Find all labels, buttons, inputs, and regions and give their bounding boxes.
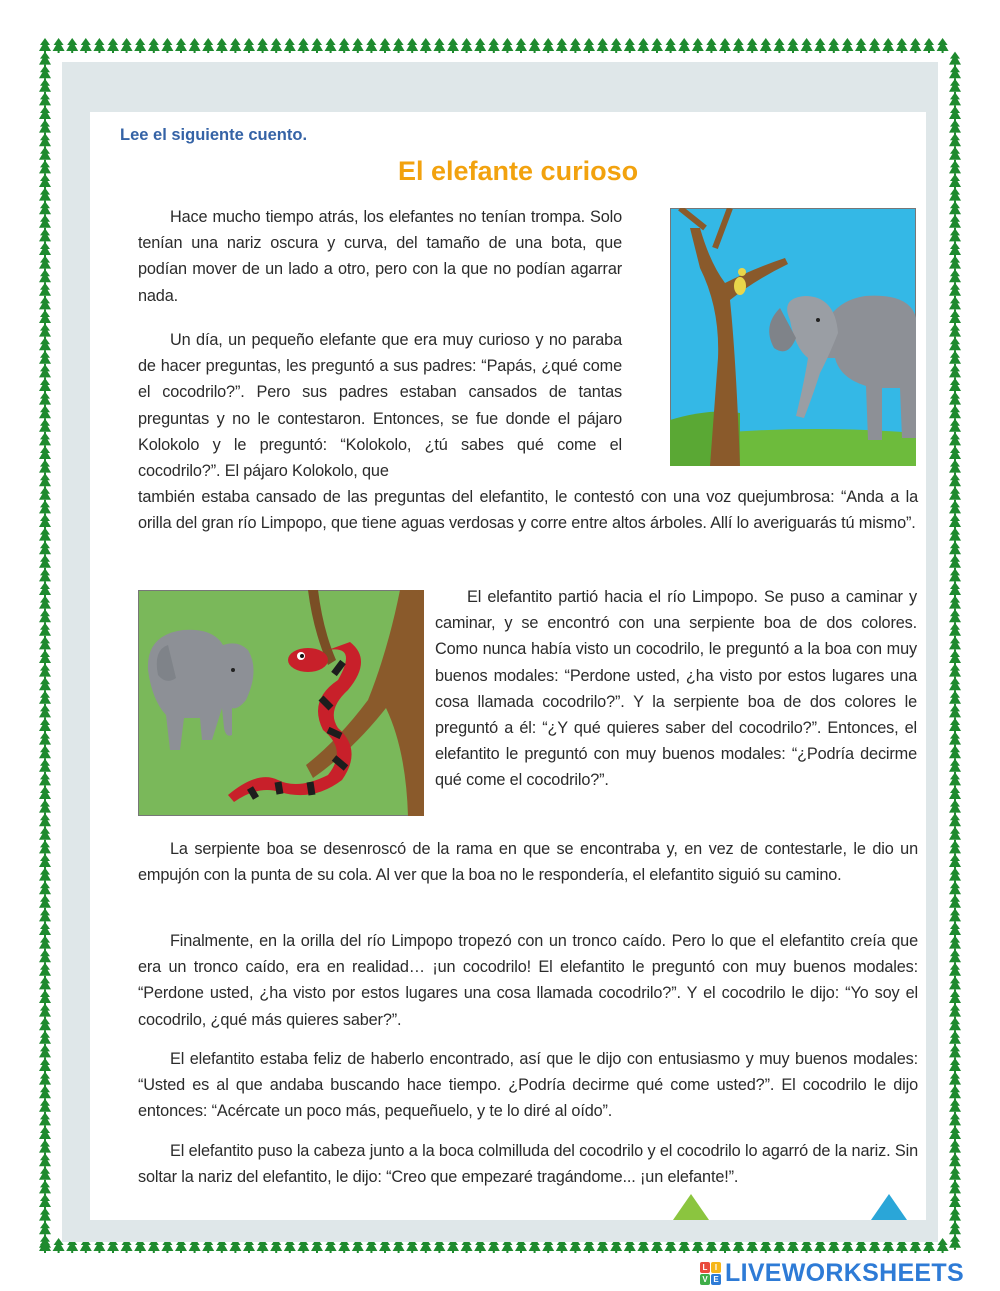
logo-letter-l: L xyxy=(700,1262,710,1273)
tree-icon xyxy=(583,38,595,53)
tree-icon xyxy=(787,38,799,53)
tree-icon xyxy=(949,65,961,80)
tree-icon xyxy=(949,936,961,951)
tree-icon xyxy=(746,38,758,53)
tree-icon xyxy=(39,487,51,502)
tree-icon xyxy=(949,432,961,447)
tree-icon xyxy=(949,188,961,203)
tree-icon xyxy=(949,1180,961,1195)
tree-icon xyxy=(949,990,961,1005)
tree-icon xyxy=(949,664,961,679)
tree-icon xyxy=(39,364,51,379)
tree-icon xyxy=(949,487,961,502)
tree-icon xyxy=(949,555,961,570)
tree-icon xyxy=(39,827,51,842)
tree-icon xyxy=(39,596,51,611)
tree-icon xyxy=(801,38,813,53)
tree-icon xyxy=(949,868,961,883)
tree-icon xyxy=(869,38,881,53)
tree-icon xyxy=(949,296,961,311)
paragraph-5: Finalmente, en la orilla del río Limpopo tropezó con un tronco caído. Pero lo que el elefantito creía que era un tronco caído, era en realidad… ¡un cocodrilo! El elefantito le preguntó con muy buenos modales: “Perdone usted, ¿ha visto por estos lugares una cosa llamada cocodrilo?”. Y el cocodrilo le dijo: “Yo soy el cocodrilo, ¿qué más quieres saber?”. xyxy=(138,932,918,1029)
tree-icon xyxy=(121,38,133,53)
tree-icon xyxy=(39,868,51,883)
tree-icon xyxy=(949,473,961,488)
tree-icon xyxy=(39,759,51,774)
tree-icon xyxy=(949,840,961,855)
tree-icon xyxy=(949,813,961,828)
tree-icon xyxy=(949,759,961,774)
tree-icon xyxy=(949,1044,961,1059)
tree-icon xyxy=(949,405,961,420)
elephant-boa-illustration xyxy=(138,590,424,816)
tree-icon xyxy=(393,38,405,53)
tree-icon xyxy=(841,38,853,53)
tree-icon xyxy=(66,38,78,53)
tree-icon xyxy=(949,881,961,896)
tree-icon xyxy=(949,1099,961,1114)
tree-icon xyxy=(949,1235,961,1250)
tree-icon xyxy=(39,337,51,352)
tree-icon xyxy=(148,38,160,53)
logo-letter-e: E xyxy=(711,1274,721,1285)
tree-icon xyxy=(949,392,961,407)
tree-icon xyxy=(39,432,51,447)
tree-icon xyxy=(39,147,51,162)
tree-icon xyxy=(39,106,51,121)
tree-icon xyxy=(420,38,432,53)
tree-icon xyxy=(949,528,961,543)
tree-icon xyxy=(651,38,663,53)
logo-letter-i: I xyxy=(711,1262,721,1273)
tree-icon xyxy=(949,786,961,801)
tree-icon xyxy=(855,38,867,53)
paragraph-7: El elefantito puso la cabeza junto a la boca colmilluda del cocodrilo y el cocodrilo lo agarró de la nariz. Sin soltar la nariz del elefantito, le dijo: “Creo que empezaré tragándome... ¡un elefante!”. xyxy=(138,1142,918,1187)
blue-triangle-decoration xyxy=(871,1194,907,1220)
tree-icon xyxy=(39,174,51,189)
tree-icon xyxy=(365,38,377,53)
tree-icon xyxy=(39,38,51,53)
tree-icon xyxy=(949,120,961,135)
tree-icon xyxy=(39,296,51,311)
tree-icon xyxy=(39,990,51,1005)
tree-icon xyxy=(949,922,961,937)
tree-icon xyxy=(488,38,500,53)
tree-icon xyxy=(949,963,961,978)
tree-icon xyxy=(909,38,921,53)
tree-icon xyxy=(39,1112,51,1127)
tree-icon xyxy=(882,38,894,53)
logo-letter-v: V xyxy=(700,1274,710,1285)
tree-icon xyxy=(949,704,961,719)
tree-icon xyxy=(949,732,961,747)
tree-icon xyxy=(39,800,51,815)
tree-icon xyxy=(284,38,296,53)
tree-icon xyxy=(406,38,418,53)
tree-icon xyxy=(189,38,201,53)
tree-icon xyxy=(610,38,622,53)
liveworksheets-watermark xyxy=(700,1258,964,1288)
tree-icon xyxy=(692,38,704,53)
tree-icon xyxy=(949,949,961,964)
tree-icon xyxy=(949,174,961,189)
tree-icon xyxy=(949,337,961,352)
tree-icon xyxy=(39,79,51,94)
tree-icon xyxy=(949,609,961,624)
tree-icon xyxy=(461,38,473,53)
tree-icon xyxy=(39,473,51,488)
tree-icon xyxy=(39,609,51,624)
tree-icon xyxy=(949,596,961,611)
tree-icon xyxy=(39,201,51,216)
tree-icon xyxy=(39,65,51,80)
tree-icon xyxy=(229,38,241,53)
tree-icon xyxy=(949,419,961,434)
tree-icon xyxy=(297,38,309,53)
tree-icon xyxy=(597,38,609,53)
tree-icon xyxy=(39,650,51,665)
tree-icon xyxy=(949,160,961,175)
tree-icon xyxy=(93,38,105,53)
tree-icon xyxy=(39,636,51,651)
tree-icon xyxy=(529,38,541,53)
tree-icon xyxy=(39,582,51,597)
tree-icon xyxy=(814,38,826,53)
paragraph-1: Hace mucho tiempo atrás, los elefantes no tenían trompa. Solo tenían una nariz oscura y curva, del tamaño de una bota, que podían mover de un lado a otro, pero con la que no podían agarrar nada. xyxy=(138,208,622,305)
tree-icon xyxy=(949,677,961,692)
tree-icon xyxy=(949,228,961,243)
tree-icon xyxy=(474,38,486,53)
paragraph-3: El elefantito partió hacia el río Limpopo. Se puso a caminar y caminar, y se encontró con una serpiente boa de dos colores. Como nunca había visto un cocodrilo, le preguntó a la boa con muy buenos modales: “Perdone usted, ¿ha visto por estos lugares una cosa llamada cocodrilo?”. Y la serpiente boa de dos colores le preguntó a él: “¿Y qué quieres saber del cocodrilo?”. Entonces, el elefantito le preguntó con muy buenos modales: “¿Podría decirme qué come el cocodrilo?”. xyxy=(435,588,917,790)
watermark-text: LIVEWORKSHEETS xyxy=(725,1258,964,1287)
tree-icon xyxy=(949,636,961,651)
paragraph-2a: Un día, un pequeño elefante que era muy curioso y no paraba de hacer preguntas, les preguntó a sus padres: “Papás, ¿qué come el cocodrilo?”. Pero sus padres estaban cansados de tantas preguntas y no le contestaron. Entonces, se fue donde el pájaro Kolokolo y le preguntó: “Kolokolo, ¿tú sabes qué come el cocodrilo?”. El pájaro Kolokolo, que xyxy=(138,331,622,481)
tree-icon xyxy=(39,1167,51,1182)
tree-icon xyxy=(39,269,51,284)
tree-icon xyxy=(39,1221,51,1236)
tree-icon xyxy=(39,1017,51,1032)
tree-icon xyxy=(39,1099,51,1114)
story-title: El elefante curioso xyxy=(398,156,639,186)
tree-icon xyxy=(39,1126,51,1141)
tree-icon xyxy=(243,38,255,53)
tree-icon xyxy=(39,745,51,760)
tree-icon xyxy=(949,718,961,733)
tree-icon xyxy=(949,582,961,597)
tree-icon xyxy=(216,38,228,53)
tree-icon xyxy=(949,800,961,815)
tree-icon xyxy=(39,446,51,461)
tree-icon xyxy=(949,650,961,665)
tree-icon xyxy=(949,1153,961,1168)
tree-icon xyxy=(949,1031,961,1046)
tree-icon xyxy=(733,38,745,53)
tree-icon xyxy=(949,1058,961,1073)
tree-icon xyxy=(257,38,269,53)
tree-icon xyxy=(556,38,568,53)
paragraph-2b: también estaba cansado de las preguntas del elefantito, le contestó con una voz quejumbrosa: “Anda a la orilla del gran río Limpopo, que tiene aguas verdosas y corre entre altos árboles. Allí lo averiguarás tú mismo”. xyxy=(138,488,918,533)
tree-icon xyxy=(949,324,961,339)
tree-icon xyxy=(949,514,961,529)
tree-icon xyxy=(80,38,92,53)
tree-icon xyxy=(447,38,459,53)
tree-icon xyxy=(39,1235,51,1250)
tree-icon xyxy=(39,351,51,366)
tree-icon xyxy=(39,568,51,583)
tree-icon xyxy=(949,1112,961,1127)
tree-icon xyxy=(678,38,690,53)
tree-icon xyxy=(949,623,961,638)
tree-icon xyxy=(923,38,935,53)
tree-icon xyxy=(39,963,51,978)
tree-icon xyxy=(39,623,51,638)
tree-icon xyxy=(705,38,717,53)
tree-icon xyxy=(39,895,51,910)
tree-icon xyxy=(949,691,961,706)
tree-icon xyxy=(949,92,961,107)
tree-icon xyxy=(39,1194,51,1209)
tree-icon xyxy=(637,38,649,53)
tree-icon xyxy=(39,813,51,828)
tree-icon xyxy=(39,691,51,706)
tree-icon xyxy=(949,772,961,787)
tree-icon xyxy=(949,1017,961,1032)
tree-icon xyxy=(949,1004,961,1019)
tree-icon xyxy=(39,120,51,135)
elephant-tree-illustration xyxy=(670,208,916,466)
tree-icon xyxy=(949,1085,961,1100)
tree-icon xyxy=(39,949,51,964)
tree-icon xyxy=(39,528,51,543)
tree-icon xyxy=(325,38,337,53)
tree-icon xyxy=(39,378,51,393)
tree-icon xyxy=(949,106,961,121)
tree-icon xyxy=(949,256,961,271)
tree-icon xyxy=(39,419,51,434)
tree-icon xyxy=(352,38,364,53)
tree-icon xyxy=(501,38,513,53)
tree-icon xyxy=(39,514,51,529)
tree-icon xyxy=(39,704,51,719)
tree-icon xyxy=(949,215,961,230)
tree-icon xyxy=(39,1180,51,1195)
tree-icon xyxy=(202,38,214,53)
tree-icon xyxy=(665,38,677,53)
tree-icon xyxy=(39,1140,51,1155)
tree-icon xyxy=(39,786,51,801)
instruction-text: Lee el siguiente cuento. xyxy=(120,126,308,144)
tree-icon xyxy=(949,79,961,94)
tree-icon xyxy=(175,38,187,53)
tree-icon xyxy=(39,242,51,257)
tree-icon xyxy=(949,201,961,216)
tree-icon xyxy=(107,38,119,53)
tree-icon xyxy=(53,38,65,53)
tree-icon xyxy=(515,38,527,53)
tree-icon xyxy=(39,541,51,556)
tree-icon xyxy=(39,1058,51,1073)
tree-icon xyxy=(39,555,51,570)
tree-icon xyxy=(937,1238,949,1253)
tree-icon xyxy=(39,228,51,243)
tree-icon xyxy=(828,38,840,53)
tree-icon xyxy=(949,541,961,556)
tree-icon xyxy=(949,310,961,325)
tree-icon xyxy=(433,38,445,53)
story-page xyxy=(90,112,926,1220)
tree-icon xyxy=(39,1085,51,1100)
tree-icon xyxy=(949,1072,961,1087)
tree-icon xyxy=(949,568,961,583)
tree-icon xyxy=(949,147,961,162)
tree-icon xyxy=(39,854,51,869)
tree-icon xyxy=(39,310,51,325)
tree-icon xyxy=(949,364,961,379)
tree-icon xyxy=(134,38,146,53)
liveworksheets-logo-icon xyxy=(700,1262,721,1285)
tree-icon xyxy=(39,392,51,407)
tree-icon xyxy=(39,92,51,107)
tree-icon xyxy=(773,38,785,53)
tree-icon xyxy=(270,38,282,53)
tree-icon xyxy=(949,351,961,366)
paragraph-4: La serpiente boa se desenroscó de la rama en que se encontraba y, en vez de contestarle, le dio un empujón con la punta de su cola. Al ver que la boa no le respondería, el elefantito siguió su camino. xyxy=(138,840,918,885)
tree-icon xyxy=(760,38,772,53)
tree-icon xyxy=(949,1221,961,1236)
tree-icon xyxy=(39,936,51,951)
tree-icon xyxy=(39,881,51,896)
tree-icon xyxy=(949,1126,961,1141)
tree-icon xyxy=(624,38,636,53)
tree-icon xyxy=(39,256,51,271)
tree-icon xyxy=(39,500,51,515)
tree-icon xyxy=(39,188,51,203)
tree-icon xyxy=(39,460,51,475)
tree-icon xyxy=(39,772,51,787)
tree-icon xyxy=(39,283,51,298)
tree-icon xyxy=(949,1140,961,1155)
tree-icon xyxy=(39,1004,51,1019)
tree-icon xyxy=(949,895,961,910)
tree-icon xyxy=(39,52,51,67)
tree-icon xyxy=(949,283,961,298)
tree-icon xyxy=(39,405,51,420)
tree-icon xyxy=(949,854,961,869)
tree-icon xyxy=(39,664,51,679)
tree-icon xyxy=(39,133,51,148)
tree-icon xyxy=(542,38,554,53)
tree-icon xyxy=(949,460,961,475)
tree-icon xyxy=(39,677,51,692)
tree-icon xyxy=(949,1167,961,1182)
green-triangle-decoration xyxy=(673,1194,709,1220)
tree-icon xyxy=(949,1194,961,1209)
tree-icon xyxy=(949,133,961,148)
tree-icon xyxy=(39,1031,51,1046)
tree-icon xyxy=(949,1208,961,1223)
tree-icon xyxy=(39,1153,51,1168)
tree-icon xyxy=(949,976,961,991)
tree-icon xyxy=(949,242,961,257)
paragraph-6: El elefantito estaba feliz de haberlo encontrado, así que le dijo con entusiasmo y muy buenos modales: “Usted es al que andaba buscando hace tiempo. ¿Podría decirme qué come usted?”. El cocodrilo le dijo entonces: “Acércate un poco más, pequeñuelo, y te lo diré al oído”. xyxy=(138,1050,918,1121)
tree-icon xyxy=(39,908,51,923)
tree-icon xyxy=(39,160,51,175)
tree-icon xyxy=(39,215,51,230)
tree-icon xyxy=(937,38,949,53)
tree-icon xyxy=(39,1208,51,1223)
tree-icon xyxy=(39,840,51,855)
tree-icon xyxy=(949,378,961,393)
tree-icon xyxy=(949,908,961,923)
tree-icon xyxy=(39,718,51,733)
tree-icon xyxy=(949,500,961,515)
tree-icon xyxy=(39,1044,51,1059)
tree-icon xyxy=(719,38,731,53)
tree-icon xyxy=(39,922,51,937)
tree-icon xyxy=(379,38,391,53)
tree-icon xyxy=(896,38,908,53)
tree-icon xyxy=(949,827,961,842)
tree-icon xyxy=(949,446,961,461)
tree-icon xyxy=(949,269,961,284)
tree-icon xyxy=(39,324,51,339)
tree-icon xyxy=(39,1072,51,1087)
tree-icon xyxy=(338,38,350,53)
tree-icon xyxy=(569,38,581,53)
tree-icon xyxy=(949,745,961,760)
tree-icon xyxy=(39,732,51,747)
tree-icon xyxy=(161,38,173,53)
tree-icon xyxy=(39,976,51,991)
tree-icon xyxy=(949,52,961,67)
tree-icon xyxy=(311,38,323,53)
